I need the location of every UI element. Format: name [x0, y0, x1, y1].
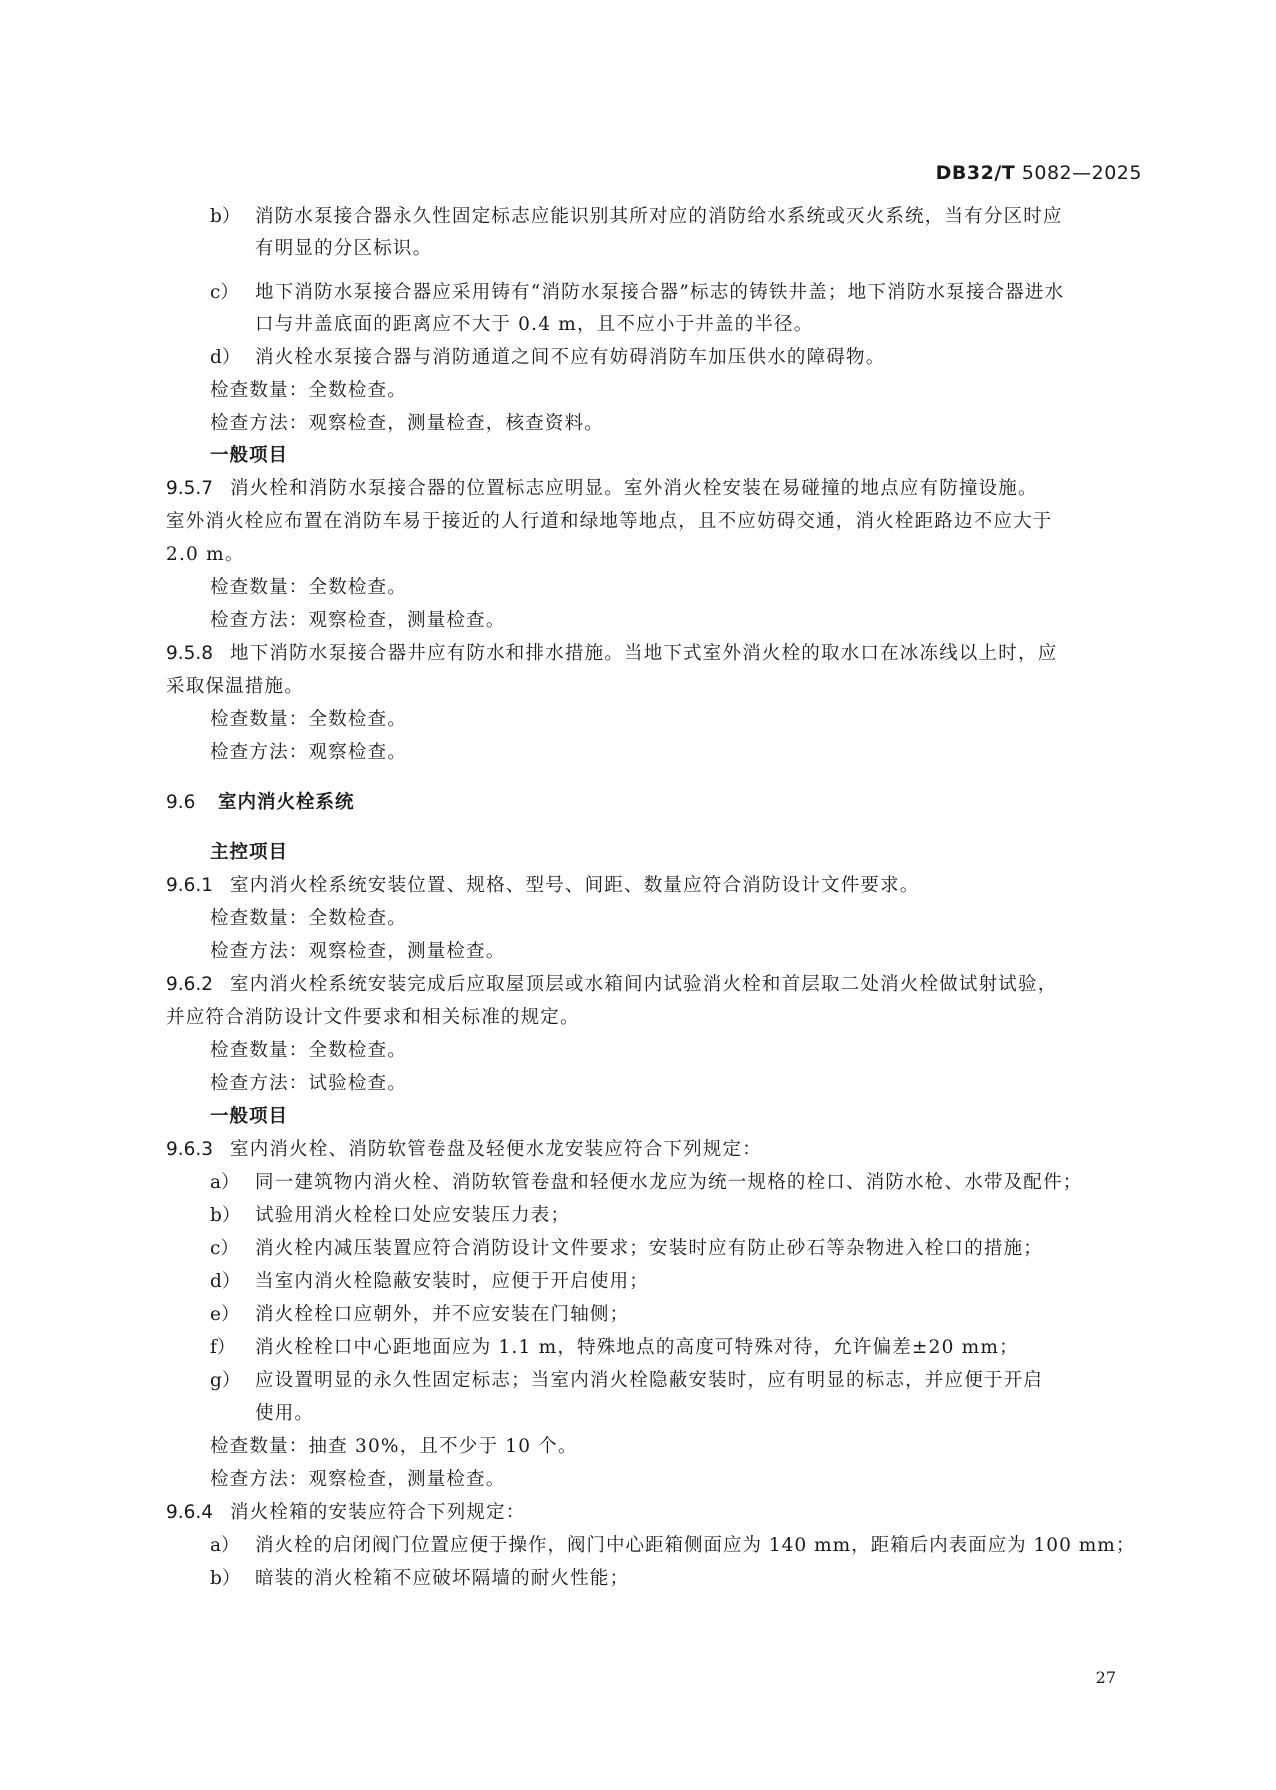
subheading-general-items: 一般项目 [210, 445, 289, 466]
clause-number: 9.5.7 [166, 478, 214, 499]
list-item-b [210, 1567, 1142, 1591]
clause-number: 9.6.4 [166, 1502, 214, 1523]
clause-number: 9.6.3 [166, 1139, 214, 1160]
section-heading-9-6 [166, 791, 1142, 815]
list-item-b [210, 1204, 1142, 1228]
list-item-a [210, 1171, 1142, 1195]
check-method: 检查方法：观察检查，测量检查，核查资料。 [210, 413, 605, 434]
clause-text: 消火栓和消防水泵接合器的位置标志应明显。室外消火栓安装在易碰撞的地点应有防撞设施。 [230, 478, 1038, 499]
check-quantity: 检查数量：全数检查。 [210, 577, 408, 598]
clause-continuation: 采取保温措施。 [166, 676, 304, 697]
clause-9-6-1 [166, 874, 1142, 898]
clause-9-6-3 [166, 1138, 1142, 1162]
item-label: b） [210, 206, 241, 227]
section-number: 9.6 [166, 792, 196, 813]
check-method: 检查方法：观察检查，测量检查。 [210, 1469, 506, 1490]
item-label: d） [210, 347, 241, 368]
item-text: 消火栓的启闭阀门位置应便于操作，阀门中心距箱侧面应为 140 mm，距箱后内表面应为 100 mm； [255, 1535, 1136, 1556]
item-label: f） [210, 1337, 236, 1358]
standard-header [936, 162, 1142, 184]
check-quantity: 检查数量：抽查 30%，且不少于 10 个。 [210, 1436, 578, 1457]
item-text: 同一建筑物内消火栓、消防软管卷盘和轻便水龙应为统一规格的栓口、消防水枪、水带及配件； [255, 1172, 1083, 1193]
clause-9-6-2 [166, 973, 1142, 997]
clause-text: 室内消火栓、消防软管卷盘及轻便水龙安装应符合下列规定： [230, 1139, 762, 1160]
check-method: 检查方法：观察检查，测量检查。 [210, 610, 506, 631]
clause-9-5-7 [166, 477, 1142, 501]
clause-9-6-4 [166, 1501, 1142, 1525]
check-method: 检查方法：观察检查。 [210, 742, 408, 763]
list-item-g [210, 1369, 1142, 1393]
subheading-general-items: 一般项目 [210, 1106, 289, 1127]
item-label: d） [210, 1271, 241, 1292]
subheading-main-items: 主控项目 [210, 842, 289, 863]
check-quantity: 检查数量：全数检查。 [210, 908, 408, 929]
item-text: 消火栓水泵接合器与消防通道之间不应有妨碍消防车加压供水的障碍物。 [255, 347, 886, 368]
item-label: a） [210, 1535, 240, 1556]
clause-text: 室内消火栓系统安装位置、规格、型号、间距、数量应符合消防设计文件要求。 [230, 875, 920, 896]
clause-continuation: 并应符合消防设计文件要求和相关标准的规定。 [166, 1007, 580, 1028]
item-label: c） [210, 282, 239, 303]
list-item-c [210, 1237, 1142, 1261]
section-title: 室内消火栓系统 [218, 792, 355, 813]
item-text: 暗装的消火栓箱不应破坏隔墙的耐火性能； [255, 1568, 630, 1589]
item-text: 应设置明显的永久性固定标志；当室内消火栓隐蔽安装时，应有明显的标志，并应便于开启 [255, 1370, 1044, 1391]
list-item-a [210, 1534, 1142, 1558]
item-text: 消防水泵接合器永久性固定标志应能识别其所对应的消防给水系统或灭火系统，当有分区时应 [255, 206, 1063, 227]
list-item-d [210, 1270, 1142, 1294]
clause-number: 9.5.8 [166, 643, 214, 664]
check-quantity: 检查数量：全数检查。 [210, 380, 408, 401]
list-item-f [210, 1336, 1142, 1360]
item-text: 当室内消火栓隐蔽安装时，应便于开启使用； [255, 1271, 650, 1292]
item-label: c） [210, 1238, 239, 1259]
item-label: a） [210, 1172, 240, 1193]
check-method: 检查方法：试验检查。 [210, 1073, 408, 1094]
item-text: 消火栓栓口中心距地面应为 1.1 m，特殊地点的高度可特殊对待，允许偏差±20 mm； [255, 1337, 1019, 1358]
standard-prefix: DB32/T [935, 162, 1016, 184]
item-label: g） [210, 1370, 241, 1391]
clause-text: 消火栓箱的安装应符合下列规定： [230, 1502, 526, 1523]
item-continuation: 口与井盖底面的距离应不大于 0.4 m，且不应小于井盖的半径。 [255, 314, 814, 335]
item-label: e） [210, 1304, 240, 1325]
check-quantity: 检查数量：全数检查。 [210, 709, 408, 730]
clause-continuation: 2.0 m。 [166, 544, 245, 565]
item-label: b） [210, 1205, 241, 1226]
list-item-e [210, 1303, 1142, 1327]
check-method: 检查方法：观察检查，测量检查。 [210, 941, 506, 962]
clause-9-5-8 [166, 642, 1142, 666]
item-label: b） [210, 1568, 241, 1589]
list-item-c [210, 281, 1142, 305]
item-text: 地下消防水泵接合器应采用铸有“消防水泵接合器”标志的铸铁井盖；地下消防水泵接合器进水 [255, 282, 1065, 303]
list-item-d [210, 346, 1142, 370]
check-quantity: 检查数量：全数检查。 [210, 1040, 408, 1061]
standard-number: 5082—2025 [1021, 162, 1142, 184]
page-number: 27 [1095, 1668, 1116, 1687]
item-continuation: 使用。 [255, 1403, 315, 1424]
clause-number: 9.6.1 [166, 875, 214, 896]
clause-number: 9.6.2 [166, 974, 214, 995]
item-continuation: 有明显的分区标识。 [255, 238, 433, 259]
item-text: 试验用消火栓栓口处应安装压力表； [255, 1205, 571, 1226]
clause-text: 地下消防水泵接合器井应有防水和排水措施。当地下式室外消火栓的取水口在冰冻线以上时，应 [230, 643, 1058, 664]
item-text: 消火栓内减压装置应符合消防设计文件要求；安装时应有防止砂石等杂物进入栓口的措施； [255, 1238, 1044, 1259]
clause-text: 室内消火栓系统安装完成后应取屋顶层或水箱间内试验消火栓和首层取二处消火栓做试射试验， [230, 974, 1058, 995]
clause-continuation: 室外消火栓应布置在消防车易于接近的人行道和绿地等地点，且不应妨碍交通，消火栓距路边不应大于 [166, 511, 1053, 532]
list-item-b [210, 205, 1142, 229]
item-text: 消火栓栓口应朝外，并不应安装在门轴侧； [255, 1304, 630, 1325]
